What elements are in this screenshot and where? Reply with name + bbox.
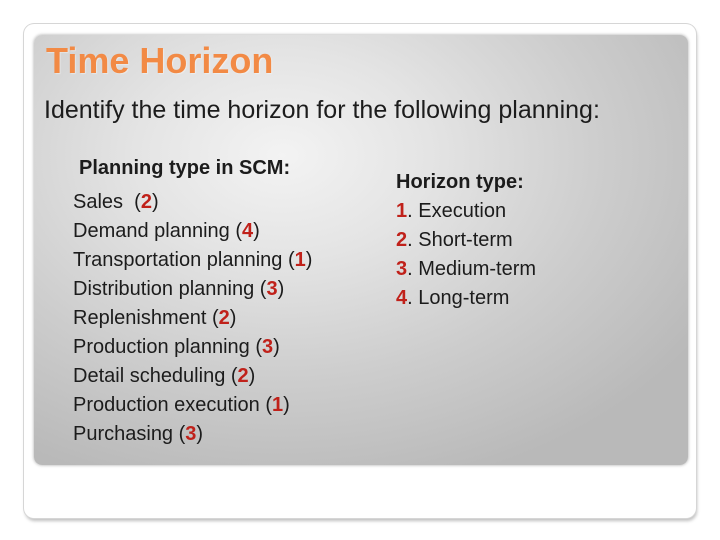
planning-item-number: 2 xyxy=(237,365,249,387)
horizon-item xyxy=(396,197,536,226)
planning-item-open: ( xyxy=(249,336,263,358)
planning-item-number: 1 xyxy=(294,249,306,271)
planning-item-number: 2 xyxy=(140,191,152,213)
planning-item-open: ( xyxy=(173,423,186,445)
horizon-item-label: . Medium-term xyxy=(407,258,537,280)
planning-item-number: 1 xyxy=(272,394,284,416)
planning-item-number: 4 xyxy=(242,220,254,242)
horizon-item-number: 4 xyxy=(396,287,408,309)
planning-item-name: Production planning xyxy=(73,336,250,358)
planning-item-close: ) xyxy=(283,394,290,416)
horizon-item xyxy=(396,284,536,313)
planning-item-name: Detail scheduling xyxy=(73,365,226,387)
planning-item-name: Replenishment xyxy=(73,307,207,329)
planning-item-close: ) xyxy=(253,220,260,242)
planning-item-number: 2 xyxy=(218,307,230,329)
planning-item-name: Transportation planning xyxy=(73,249,283,271)
planning-item-open: ( xyxy=(254,278,267,300)
planning-type-heading: Planning type in SCM: xyxy=(79,157,291,179)
planning-item-number: 3 xyxy=(266,278,278,300)
planning-item-open: ( xyxy=(282,249,295,271)
planning-item-close: ) xyxy=(229,307,237,329)
planning-item xyxy=(73,420,312,449)
planning-item-close: ) xyxy=(151,191,159,213)
planning-item-open: ( xyxy=(206,307,219,329)
planning-item-number: 3 xyxy=(185,423,197,445)
horizon-item-label: . Long-term xyxy=(407,287,510,309)
planning-item xyxy=(73,217,312,246)
planning-item-close: ) xyxy=(248,365,256,387)
horizon-item-number: 2 xyxy=(396,229,408,251)
planning-item-name: Purchasing xyxy=(73,423,174,445)
planning-item xyxy=(73,362,312,391)
planning-item-close: ) xyxy=(273,336,280,358)
planning-item-name: Production execution xyxy=(73,394,260,416)
slide-subtitle: Identify the time horizon for the following planning: xyxy=(44,96,600,124)
planning-item-close: ) xyxy=(277,278,285,300)
horizon-item xyxy=(396,255,536,284)
horizon-item-label: . Execution xyxy=(407,200,507,222)
planning-type-list xyxy=(73,188,312,449)
planning-item-open: ( xyxy=(123,191,141,213)
slide-title: Time Horizon xyxy=(46,40,274,81)
planning-item-close: ) xyxy=(196,423,204,445)
planning-item-open: ( xyxy=(259,394,273,416)
planning-item xyxy=(73,188,312,217)
planning-item-name: Distribution planning xyxy=(73,278,255,300)
planning-item xyxy=(73,275,312,304)
planning-item-close: ) xyxy=(305,249,313,271)
planning-item xyxy=(73,391,312,420)
planning-item-open: ( xyxy=(229,220,242,242)
planning-item xyxy=(73,333,312,362)
horizon-type-heading: Horizon type: xyxy=(396,171,524,193)
planning-item-open: ( xyxy=(225,365,238,387)
horizon-item-number: 3 xyxy=(396,258,408,280)
horizon-item-number: 1 xyxy=(396,200,408,222)
horizon-item xyxy=(396,226,536,255)
planning-item-name: Sales xyxy=(73,191,124,213)
horizon-item-label: . Short-term xyxy=(407,229,513,251)
horizon-type-list xyxy=(396,197,536,313)
planning-item-number: 3 xyxy=(262,336,274,358)
planning-item-name: Demand planning xyxy=(73,220,230,242)
horizon-type-column xyxy=(396,168,536,313)
planning-item xyxy=(73,304,312,333)
planning-type-column xyxy=(73,154,312,449)
planning-item xyxy=(73,246,312,275)
